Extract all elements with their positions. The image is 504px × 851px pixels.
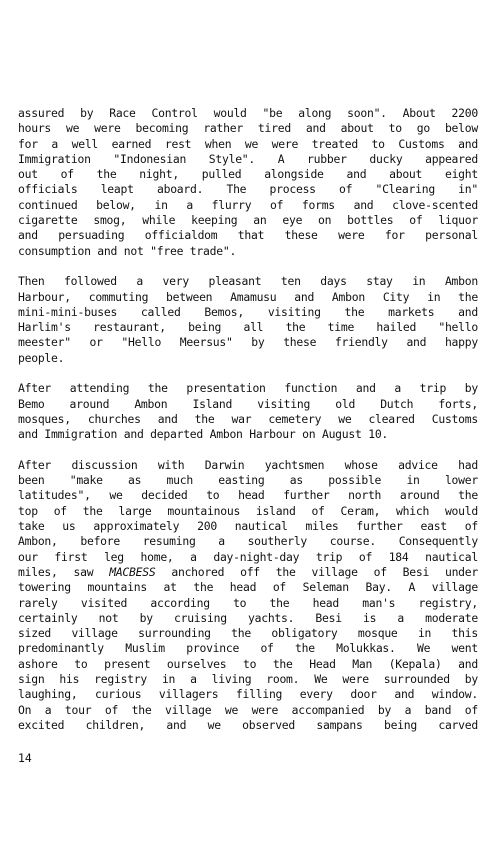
- paragraph-gap: [18, 259, 478, 274]
- text-line: On a tour of the village we were accompanied by a band of: [18, 702, 478, 717]
- text-line: certainly not by cruising yachts. Besi is a moderate: [18, 610, 478, 625]
- text-line: and Immigration and departed Ambon Harbour on August 10.: [18, 427, 389, 442]
- text-line: been "make as much easting as possible in lower: [18, 473, 478, 488]
- page-number: 14: [18, 751, 32, 765]
- text-line: towering mountains at the head of Seleman Bay. A village: [18, 580, 478, 595]
- text-line: and persuading officialdom that these were for personal: [18, 228, 478, 243]
- text-line: ashore to present ourselves to the Head Man (Kepala) and: [18, 656, 478, 671]
- text-line: consumption and not "free trade".: [18, 243, 237, 258]
- text-line: continued below, in a flurry of forms and clove-scented: [18, 197, 478, 212]
- text-line: latitudes", we decided to head further north around the: [18, 488, 478, 503]
- text-line: After attending the presentation function and a trip by: [18, 381, 478, 396]
- text-line: mini-mini-buses called Bemos, visiting the markets and: [18, 304, 478, 319]
- text-line: sign his registry in a living room. We were surrounded by: [18, 671, 478, 686]
- text-line: hours we were becoming rather tired and about to go below: [18, 121, 478, 136]
- text-line: After discussion with Darwin yachtsmen whose advice had: [18, 457, 478, 472]
- text-segment: miles, saw: [18, 564, 110, 579]
- paragraph: [18, 458, 478, 733]
- text-line: our first leg home, a day-night-day trip of 184 nautical: [18, 549, 478, 564]
- paragraph-gap: [18, 366, 478, 381]
- text-segment: anchored off the village of Besi under: [155, 564, 479, 579]
- text-line: excited children, and we observed sampans being carved: [18, 717, 478, 732]
- body-text: [18, 106, 478, 733]
- text-line: predominantly Muslim province of the Molukkas. We went: [18, 641, 478, 656]
- text-line: cigarette smog, while keeping an eye on bottles of liquor: [18, 213, 478, 228]
- text-line: top of the large mountainous island of Ceram, which would: [18, 503, 478, 518]
- text-line: take us approximately 200 nautical miles further east of: [18, 519, 478, 534]
- vessel-name: MACBESS: [109, 564, 156, 579]
- text-line: meester" or "Hello Meersus" by these friendly and happy: [18, 335, 478, 350]
- text-line: Harbour, commuting between Amamusu and Ambon City in the: [18, 289, 478, 304]
- text-line: mosques, churches and the war cemetery we cleared Customs: [18, 411, 478, 426]
- text-line: sized village surrounding the obligatory mosque in this: [18, 626, 478, 641]
- text-line: Harlim's restaurant, being all the time hailed "hello: [18, 320, 478, 335]
- text-line: Ambon, before resuming a southerly course. Consequently: [18, 534, 478, 549]
- paragraph: [18, 274, 478, 366]
- text-line: rarely visited according to the head man's registry,: [18, 595, 478, 610]
- paragraph: [18, 381, 478, 442]
- text-line: for a well earned rest when we were treated to Customs and: [18, 136, 478, 151]
- text-line: Bemo around Ambon Island visiting old Dutch forts,: [18, 396, 478, 411]
- text-line: officials leapt aboard. The process of "Clearing in": [18, 182, 478, 197]
- text-line: assured by Race Control would "be along soon". About 2200: [18, 106, 478, 120]
- paragraph-gap: [18, 443, 478, 458]
- text-line: out of the night, pulled alongside and about eight: [18, 167, 478, 182]
- text-line: laughing, curious villagers filling every door and window.: [18, 687, 478, 702]
- text-line: Immigration "Indonesian Style". A rubber ducky appeared: [18, 151, 478, 166]
- text-line: people.: [18, 350, 65, 365]
- text-line: Then followed a very pleasant ten days stay in Ambon: [18, 274, 478, 289]
- text-line: [18, 565, 478, 580]
- paragraph: [18, 106, 478, 259]
